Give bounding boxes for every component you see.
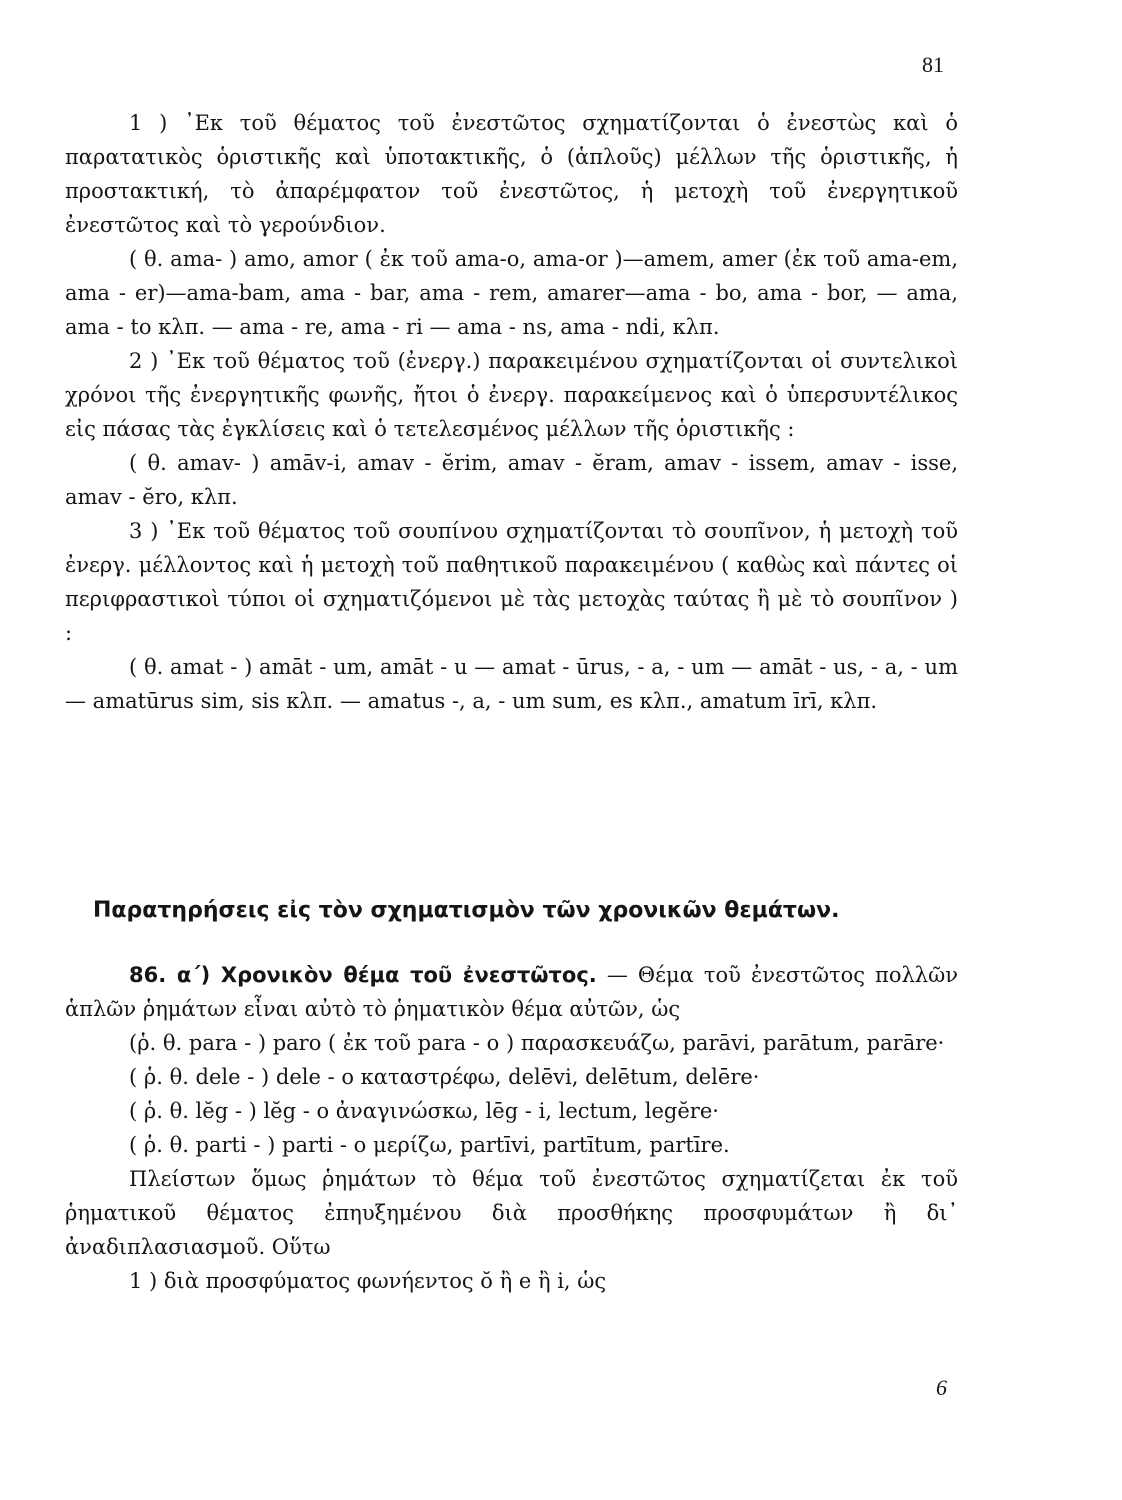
example-dele: ( ῥ. θ. dele - ) dele - o καταστρέφω, delēvi, delētum, delēre· xyxy=(129,1065,760,1089)
example-para: (ῥ. θ. para - ) paro ( ἐκ τοῦ para - o ) παρασκευάζω, parāvi, parātum, parāre· xyxy=(129,1031,945,1055)
paragraph-amav-example: ( θ. amav- ) amāv-i, amav - ĕrim, amav - ĕram, amav - issem, amav - isse, amav - ĕro, κλπ. xyxy=(65,451,958,509)
example-parti: ( ῥ. θ. parti - ) parti - o μερίζω, partīvi, partītum, partīre. xyxy=(129,1133,730,1157)
bottom-text-block xyxy=(65,958,958,1298)
section-86-paragraph xyxy=(65,958,958,1026)
paragraph-2: 2 ) ᾿Εκ τοῦ θέματος τοῦ (ἐνεργ.) παρακειμένου σχηματίζονται οἱ συντελικοὶ χρόνοι τῆς ἐνεργητικῆς φωνῆς, ἤτοι ὁ ἐνεργ. παρακείμενος καὶ ὁ ὑπερσυντέλικος εἰς πάσας τὰς ἐγκλίσεις καὶ ὁ τετελεσμένος μέλλων τῆς ὁριστικῆς : xyxy=(65,349,958,441)
paragraph-suffix-vowel: 1 ) διὰ προσφύματος φωνήεντος ŏ ἢ e ἢ i, ὡς xyxy=(129,1269,607,1293)
paragraph-pleiston: Πλείστων ὅμως ῥημάτων τὸ θέμα τοῦ ἐνεστῶτος σχηματίζεται ἐκ τοῦ ῥηματικοῦ θέματος ἐπηυξημένου διὰ προσθήκης προσφυμάτων ἢ δι᾿ ἀναδιπλασιασμοῦ. Οὕτω xyxy=(65,1167,958,1259)
paragraph-1: 1 ) ᾿Εκ τοῦ θέματος τοῦ ἐνεστῶτος σχηματίζονται ὁ ἐνεστὼς καὶ ὁ παρατατικὸς ὁριστικῆς καὶ ὑποτακτικῆς, ὁ (ἁπλοῦς) μέλλων τῆς ὁριστικῆς, ἡ προστακτική, τὸ ἀπαρέμφατον τοῦ ἐνεστῶτος, ἡ μετοχὴ τοῦ ἐνεργητικοῦ ἐνεστῶτος καὶ τὸ γερούνδιον. xyxy=(65,111,958,237)
paragraph-ama-example: ( θ. ama- ) amo, amor ( ἐκ τοῦ ama-o, ama-or )—amem, amer (ἐκ τοῦ ama-em, ama - er)—ama-bam, ama - bar, ama - rem, amarer—ama - bo, ama - bor, — ama, ama - to κλπ. — ama - re, ama - ri — ama - ns, ama - ndi, κλπ. xyxy=(65,247,958,339)
section-heading: Παρατηρήσεις εἰς τὸν σχηματισμὸν τῶν χρονικῶν θεμάτων. xyxy=(93,898,840,923)
paragraph-3: 3 ) ᾿Εκ τοῦ θέματος τοῦ σουπίνου σχηματίζονται τὸ σουπῖνον, ἡ μετοχὴ τοῦ ἐνεργ. μέλλοντος καὶ ἡ μετοχὴ τοῦ παθητικοῦ παρακειμένου ( καθὼς καὶ πάντες οἱ περιφραστικοὶ τύποι οἱ σχηματιζόμενοι μὲ τὰς μετοχὰς ταύτας ἢ μὲ τὸ σουπῖνον ) : xyxy=(65,519,958,645)
section-86-text: — Θέμα τοῦ ἐνεστῶτος πολλῶν ἁπλῶν ῥημάτων εἶναι αὐτὸ τὸ ῥηματικὸν θέμα αὐτῶν, ὡς xyxy=(65,963,958,1021)
top-text-block xyxy=(65,106,958,718)
example-leg: ( ῥ. θ. lĕg - ) lĕg - o ἀναγινώσκω, lēg - i, lectum, legĕre· xyxy=(129,1099,719,1123)
sheet-signature-number: 6 xyxy=(936,1375,947,1400)
paragraph-amat-example: ( θ. amat - ) amāt - um, amāt - u — amat - ūrus, - a, - um — amāt - us, - a, - um — amatūrus sim, sis κλπ. — amatus -, a, - um sum, es κλπ., amatum īrī, κλπ. xyxy=(65,655,958,713)
page-number: 81 xyxy=(922,52,944,77)
section-86-title: 86. α΄) Χρονικὸν θέμα τοῦ ἐνεστῶτος. xyxy=(129,963,597,987)
